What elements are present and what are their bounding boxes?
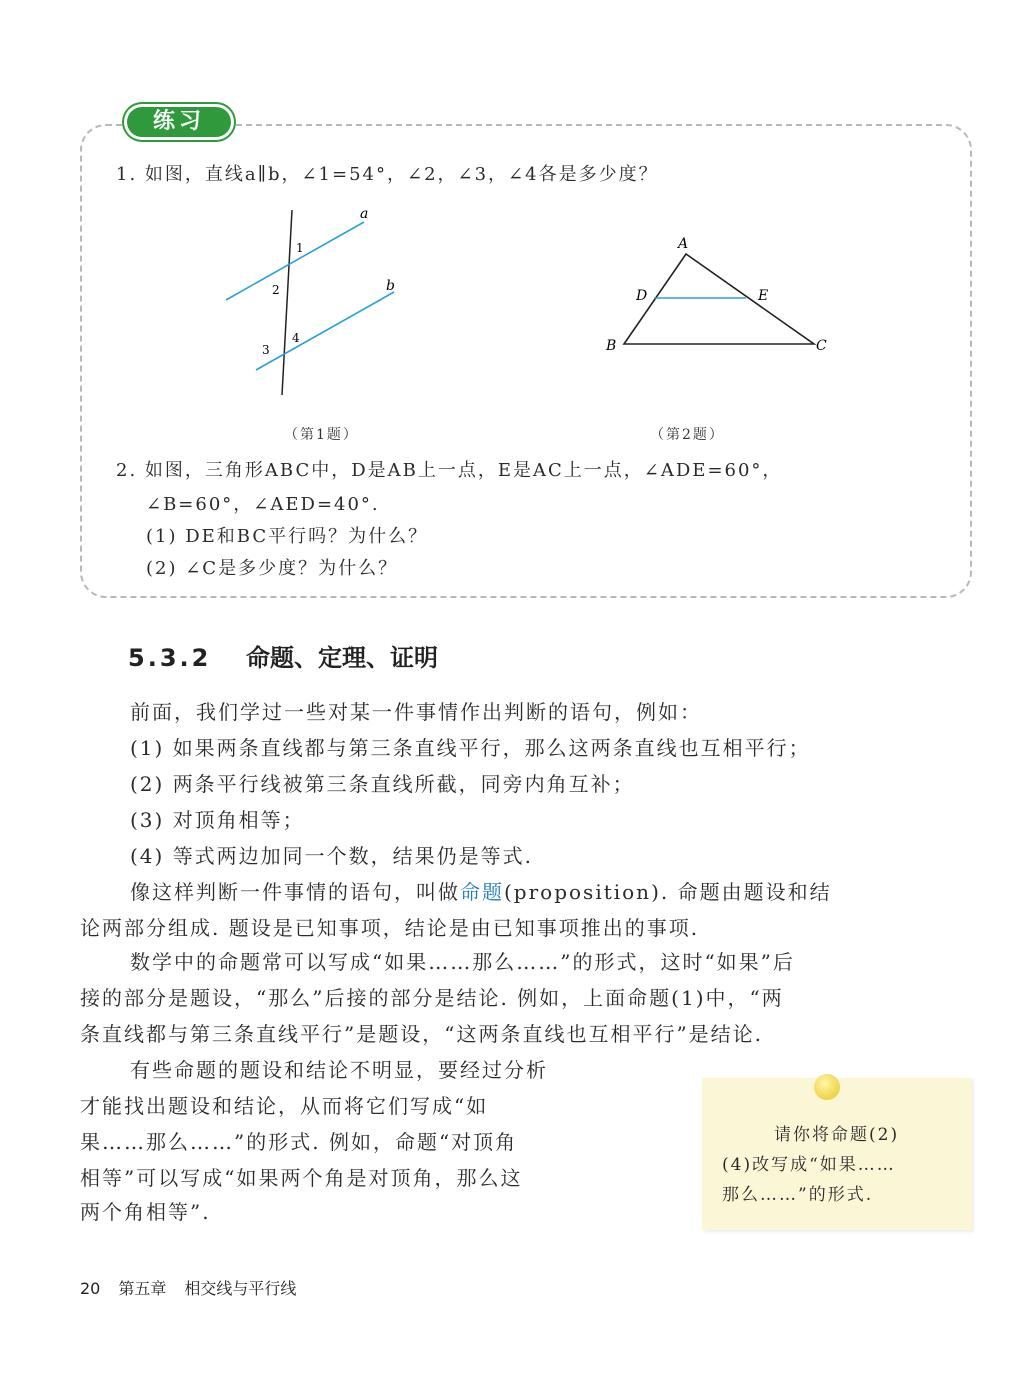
label-E: E [758,288,769,304]
page-footer [80,1276,314,1299]
figure-2 [596,230,846,360]
section-heading [128,638,438,673]
line-b [256,292,394,370]
label-B: B [606,338,617,354]
body-line-13: 果……那么……”的形式. 例如，命题“对顶角 [80,1130,518,1154]
note-line-2: (4)改写成“如果…… [722,1155,896,1175]
label-3: 3 [262,343,270,357]
chapter-number: 第五章 [118,1279,167,1298]
term-proposition: 命题 [460,880,504,904]
pin-icon [814,1074,840,1100]
line-a [226,222,364,300]
body-line-3: (2) 两条平行线被第三条直线所截，同旁内角互补； [130,772,635,796]
question-2-sub-2: (2) ∠C是多少度？为什么？ [146,558,399,579]
body-line-9: 接的部分是题设，“那么”后接的部分是结论. 例如，上面命题(1)中，“两 [80,986,784,1010]
section-number: 5.3.2 [128,644,212,672]
body-line-1: 前面，我们学过一些对某一件事情作出判断的语句，例如： [130,700,702,724]
triangle-abc [624,254,814,344]
chapter-title: 相交线与平行线 [184,1279,297,1298]
exercise-tag: 练习 [124,104,234,140]
body-line-2: (1) 如果两条直线都与第三条直线平行，那么这两条直线也互相平行； [130,736,811,760]
question-1: 1. 如图，直线a∥b，∠1=54°，∠2，∠3，∠4各是多少度？ [116,164,659,185]
body-line-5: (4) 等式两边加同一个数，结果仍是等式. [130,844,534,868]
label-1: 1 [296,241,304,255]
body-line-14: 相等”可以写成“如果两个角是对顶角，那么这 [80,1166,523,1190]
section-title: 命题、定理、证明 [246,644,438,672]
label-4: 4 [292,331,300,345]
body-line-15: 两个角相等”. [80,1200,211,1224]
question-2-line-2: ∠B=60°，∠AED=40°. [146,494,380,515]
figure-1-caption: （第1题） [284,427,359,443]
question-2-sub-1: (1) DE和BC平行吗？为什么？ [146,526,429,547]
body-line-4: (3) 对顶角相等； [130,808,305,832]
question-2-line-1: 2. 如图，三角形ABC中，D是AB上一点，E是AC上一点，∠ADE=60°， [116,460,783,481]
figure-2-caption: （第2题） [650,427,725,443]
body-line-8: 数学中的命题常可以写成“如果……那么……”的形式，这时“如果”后 [130,950,795,974]
body-line-6-post: (proposition). 命题由题设和结 [504,880,832,904]
label-C: C [816,338,827,354]
label-2: 2 [272,283,280,297]
body-line-12: 才能找出题设和结论，从而将它们写成“如 [80,1094,489,1118]
note-line-1: 请你将命题(2) [774,1125,900,1145]
note-line-3: 那么……”的形式. [722,1185,874,1205]
body-line-7: 论两部分组成. 题设是已知事项，结论是由已知事项推出的事项. [80,916,700,940]
label-A: A [678,236,689,252]
body-line-6-pre: 像这样判断一件事情的语句，叫做 [130,880,460,904]
label-a: a [360,206,369,222]
label-b: b [386,278,395,294]
body-line-10: 条直线都与第三条直线平行”是题设，“这两条直线也互相平行”是结论. [80,1022,764,1046]
transversal-line [282,210,292,395]
body-line-11: 有些命题的题设和结论不明显，要经过分析 [130,1058,548,1082]
figure-1 [210,200,430,400]
label-D: D [636,288,648,304]
page-number: 20 [80,1279,101,1298]
body-line-6 [130,876,832,905]
